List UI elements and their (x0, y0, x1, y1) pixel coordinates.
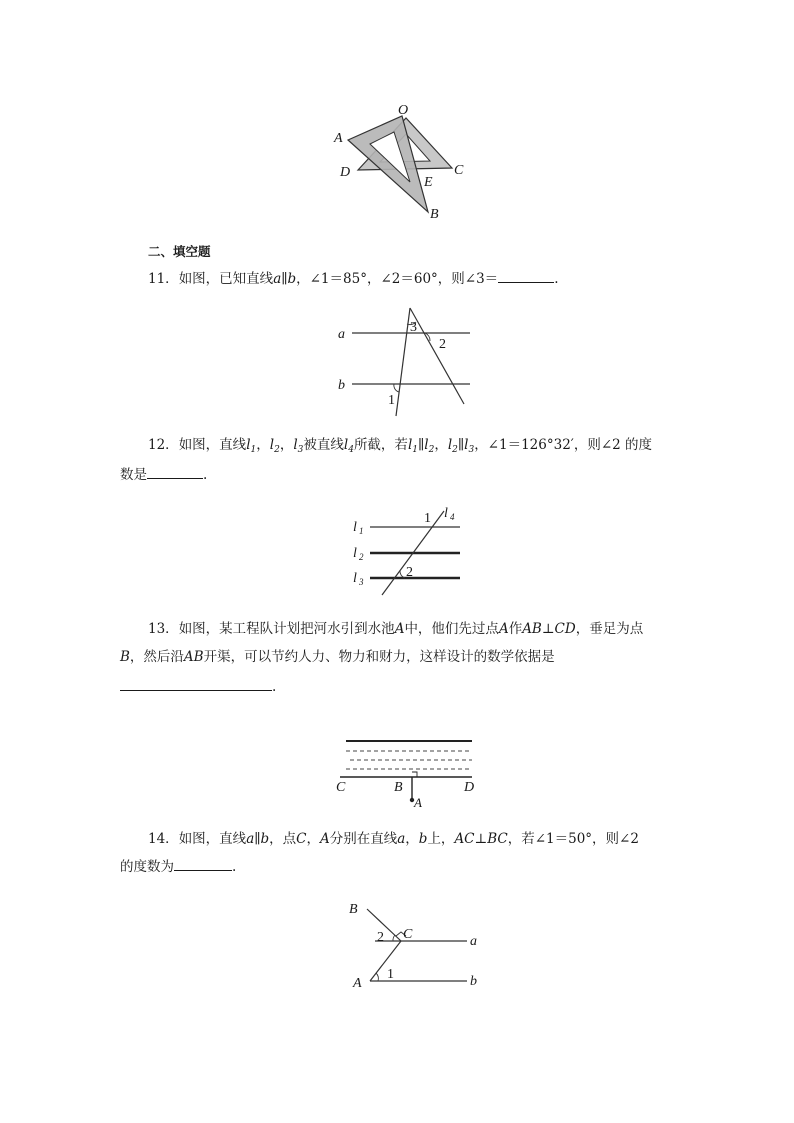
label-d: D (464, 780, 475, 795)
q14-comma1: ， (306, 831, 320, 847)
q13-b: B (120, 649, 130, 665)
q12-l1b: l (407, 437, 413, 453)
q13-line-1 (148, 620, 643, 638)
q12-line-2 (120, 466, 207, 484)
q12-par2: ∥ (457, 437, 465, 453)
svg-text:1: 1 (359, 526, 364, 536)
q12-l2b: l (424, 437, 429, 453)
label-b: b (338, 378, 345, 393)
q14-answer-blank[interactable] (174, 858, 232, 871)
label-a-line: a (470, 934, 477, 949)
svg-text:l: l (353, 520, 357, 535)
q12-sub1: 1 (250, 445, 257, 455)
q13-number: 13． (148, 621, 179, 637)
angle-1-label: 1 (424, 511, 431, 526)
q11-line (148, 270, 558, 288)
q12-comma2: ， (279, 437, 294, 453)
q14-end: . (232, 859, 237, 875)
q12-comma3: ， (434, 437, 448, 453)
q11-text-b: ，∠1＝85°，∠2＝60°，则∠3＝ (296, 271, 499, 287)
q14-line-a: a (397, 831, 406, 847)
q14-a: A (319, 831, 330, 847)
q12-answer-blank[interactable] (147, 466, 203, 479)
q12-number: 12． (148, 437, 179, 453)
segment-ca (370, 941, 401, 981)
label-l1 (353, 520, 364, 536)
q12-sub2b: 2 (428, 445, 435, 455)
section-title: 二、填空题 (148, 244, 211, 259)
angle-1-label: 1 (387, 967, 394, 982)
q12-sub2: 2 (274, 445, 280, 455)
q12-l3b: l (464, 437, 469, 453)
label-b: B (394, 780, 403, 795)
q12-l1: l (246, 437, 251, 453)
q13-a2: A (498, 621, 509, 637)
label-b-point: B (349, 902, 358, 917)
q12-l2c: l (447, 437, 453, 453)
svg-text:3: 3 (359, 577, 364, 587)
label-l4 (444, 506, 455, 522)
q13-text-f: 开渠，可以节约人力、物力和财力，这样设计的数学依据是 (203, 649, 555, 665)
q14-text-b: ，点 (269, 831, 297, 847)
q12-sub1b: 1 (412, 445, 418, 455)
q14-line-1 (148, 830, 639, 848)
label-e: E (424, 175, 433, 190)
q12-line2-text: 数是 (120, 467, 147, 483)
q12-l3: l (293, 437, 298, 453)
segment-bc (367, 909, 401, 941)
label-a: A (414, 795, 422, 810)
q14-text-a: 如图，直线 (178, 831, 247, 847)
label-c: C (336, 780, 346, 795)
q12-sub3: 3 (297, 445, 304, 455)
angle-1-label: 1 (388, 393, 395, 408)
label-a-point: A (353, 976, 362, 991)
q13-line-3 (120, 678, 276, 696)
q14-line-2 (120, 858, 236, 876)
q14-line-b: b (418, 831, 428, 847)
q14-comma2: ， (405, 831, 419, 847)
angle-2-arc (393, 935, 395, 941)
label-b-line: b (470, 974, 477, 989)
svg-text:l: l (353, 546, 357, 561)
q14-text-e: ，若∠1＝50°，则∠2 (507, 831, 639, 847)
q12-figure (350, 505, 465, 597)
q13-text-d: ，垂足为点 (575, 621, 644, 637)
angle-1-arc (376, 973, 378, 981)
q14-figure (345, 895, 485, 995)
q12-text-a: 如图，直线 (178, 437, 247, 453)
q13-ab-cd: AB⊥CD (522, 621, 576, 637)
q11-parallel: a∥b (273, 271, 297, 287)
q14-line2-text: 的度数为 (120, 859, 174, 875)
q12-text-d: ，∠1＝126°32′，则∠2 的度 (474, 437, 653, 453)
q11-end: . (554, 271, 559, 287)
label-l2 (353, 546, 364, 562)
q12-sub3b: 3 (468, 445, 475, 455)
svg-text:4: 4 (450, 512, 455, 522)
angle-2-label: 2 (406, 565, 413, 580)
label-c: C (403, 927, 413, 942)
label-l3 (353, 571, 364, 587)
q13-a1: A (394, 621, 405, 637)
q13-line-2 (120, 648, 555, 666)
label-b: B (430, 207, 439, 222)
svg-text:l: l (444, 506, 448, 521)
q12-sub2c: 2 (452, 445, 458, 455)
angle-3-label: 3 (410, 320, 417, 335)
q11-text-a: 如图，已知直线 (178, 271, 274, 287)
q12-comma1: ， (256, 437, 270, 453)
q13-text-b: 中，他们先过点 (404, 621, 499, 637)
q11-figure (330, 300, 480, 422)
q14-number: 14． (148, 831, 179, 847)
q14-text-d: 上， (427, 831, 455, 847)
q13-answer-blank[interactable] (120, 678, 272, 691)
q13-text-c: 作 (508, 621, 523, 637)
q12-text-c: 所截，若 (353, 437, 408, 453)
q14-c: C (296, 831, 307, 847)
q12-end: . (203, 467, 208, 483)
q13-ab: AB (183, 649, 204, 665)
svg-text:2: 2 (359, 552, 364, 562)
q12-text-b: 被直线 (303, 437, 344, 453)
angle-2-label: 2 (377, 930, 384, 945)
set-squares-figure (330, 100, 480, 225)
label-a: A (334, 131, 343, 146)
q13-text-e: ，然后沿 (129, 649, 184, 665)
label-d: D (340, 165, 351, 180)
label-o: O (398, 103, 409, 118)
label-c: C (454, 163, 464, 178)
q12-par1: ∥ (418, 437, 425, 453)
q13-end: . (272, 679, 277, 695)
q12-l4: l (343, 437, 349, 453)
q11-answer-blank[interactable] (498, 270, 554, 283)
label-a: a (338, 327, 345, 342)
q14-parallel: a∥b (246, 831, 270, 847)
q11-number: 11． (148, 271, 179, 287)
q12-sub4: 4 (348, 445, 354, 455)
angle-1-arc (394, 384, 399, 392)
q14-ac-bc: AC⊥BC (454, 831, 508, 847)
svg-text:l: l (353, 571, 357, 586)
q13-figure (330, 735, 485, 810)
transversal-2 (410, 308, 464, 404)
q12-line-1 (148, 436, 652, 459)
q12-l2: l (269, 437, 275, 453)
q13-text-a: 如图，某工程队计划把河水引到水池 (178, 621, 395, 637)
angle-2-label: 2 (439, 337, 446, 352)
q14-text-c: 分别在直线 (329, 831, 398, 847)
